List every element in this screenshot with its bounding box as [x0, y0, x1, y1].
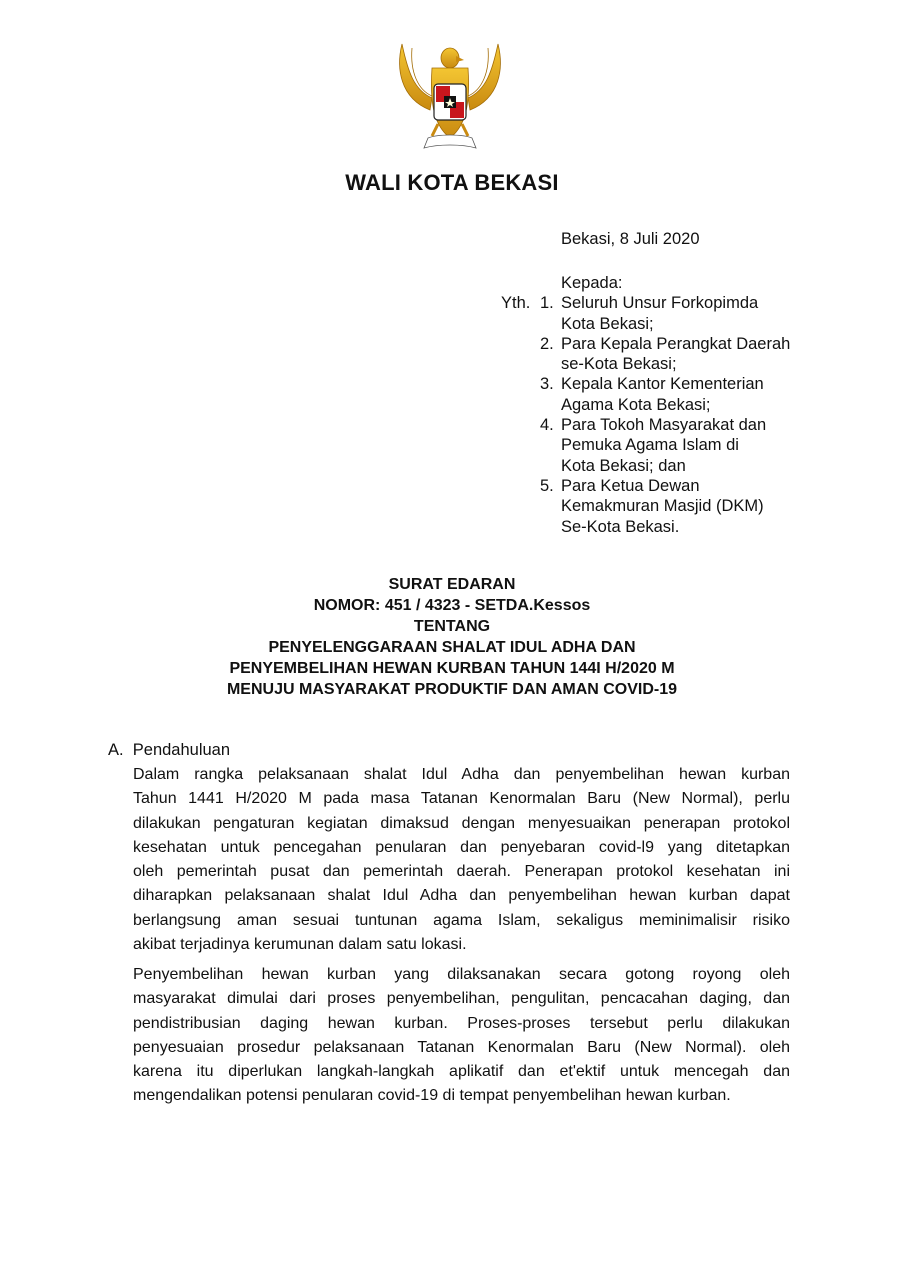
recipient-line: Kepala Kantor Kementerian: [561, 375, 764, 394]
paragraph-line: karena itu diperlukan langkah-langkah aplikatif dan et'ektif untuk mencegah dan: [133, 1063, 790, 1081]
paragraph-line: pendistribusian daging hewan kurban. Proses-proses tersebut perlu dilakukan: [133, 1014, 790, 1032]
yth-label: Yth.: [501, 294, 531, 313]
recipient-line: Se-Kota Bekasi.: [561, 517, 680, 536]
paragraph-2: [133, 963, 790, 1109]
title-line: PENYEMBELIHAN HEWAN KURBAN TAHUN 144I H/2020 M: [229, 660, 675, 677]
item-number: 3.: [540, 375, 554, 394]
item-number: 5.: [540, 476, 554, 495]
recipient-item: [501, 374, 790, 415]
recipient-line: Para Kepala Perangkat Daerah: [561, 334, 791, 353]
recipient-item: [501, 334, 790, 375]
paragraph-line: Penyembelihan hewan kurban yang dilaksanakan secara gotong royong oleh: [133, 966, 790, 983]
paragraph-line: oleh pemerintah pusat dan pemerintah daerah. Penerapan protokol kesehatan ini: [133, 863, 790, 881]
recipient-line: Pemuka Agama Islam di: [561, 436, 739, 455]
title-line: NOMOR: 451 / 4323 - SETDA.Kessos: [313, 597, 591, 614]
recipient-item: [501, 293, 790, 334]
title-line: TENTANG: [413, 618, 491, 635]
title-line: MENUJU MASYARAKAT PRODUKTIF DAN AMAN COVID-19: [226, 681, 678, 698]
recipient-line: se-Kota Bekasi;: [561, 355, 677, 374]
recipient-line: Kota Bekasi; dan: [561, 456, 686, 475]
section-a-heading: A. Pendahuluan: [108, 741, 231, 759]
item-number: 1.: [540, 294, 554, 313]
paragraph-line: diharapkan pelaksanaan shalat Idul Adha dan penyembelihan hewan kurban dapat: [133, 887, 790, 905]
paragraph-line: dilakukan pengaturan kegiatan dimaksud dengan menyesuaikan penerapan protokol: [133, 814, 790, 832]
recipient-line: Seluruh Unsur Forkopimda: [561, 294, 759, 313]
paragraph-line: mengendalikan potensi penularan covid-19 di tempat penyembelihan hewan kurban.: [133, 1087, 731, 1105]
paragraph-line: berlangsung aman sesuai tuntunan agama Islam, sekaligus meminimalisir risiko: [133, 911, 790, 929]
recipient-line: Para Ketua Dewan: [561, 476, 700, 495]
recipient-item: [501, 415, 790, 476]
garuda-emblem-logo: [392, 38, 508, 156]
recipient-line: Agama Kota Bekasi;: [561, 395, 711, 414]
paragraph-line: akibat terjadinya kerumunan dalam satu lokasi.: [133, 936, 467, 954]
issuer-heading: WALI KOTA BEKASI: [345, 170, 559, 195]
recipients-block: [501, 273, 790, 537]
paragraph-line: penyesuaian prosedur pelaksanaan Tatanan Kenormalan Baru (New Normal). oleh: [133, 1038, 790, 1056]
title-line: SURAT EDARAN: [388, 576, 516, 593]
circular-title: [0, 574, 904, 700]
paragraph-line: Dalam rangka pelaksanaan shalat Idul Adha dan penyembelihan hewan kurban: [133, 766, 790, 783]
paragraph-line: Tahun 1441 H/2020 M pada masa Tatanan Kenormalan Baru (New Normal), perlu: [133, 790, 790, 808]
recipient-line: Kota Bekasi;: [561, 314, 654, 333]
letter-date: Bekasi, 8 Juli 2020: [561, 230, 700, 248]
paragraph-1: [133, 763, 790, 957]
recipient-line: Para Tokoh Masyarakat dan: [561, 416, 767, 435]
paragraph-line: masyarakat dimulai dari proses penyembelihan, pengulitan, pencacahan daging, dan: [133, 990, 790, 1008]
title-line: PENYELENGGARAAN SHALAT IDUL ADHA DAN: [268, 639, 636, 656]
recipient-item: [501, 476, 790, 537]
kepada-label: Kepada:: [561, 274, 623, 292]
item-number: 4.: [540, 416, 554, 435]
recipient-line: Kemakmuran Masjid (DKM): [561, 497, 764, 516]
item-number: 2.: [540, 334, 554, 353]
paragraph-line: kesehatan untuk pencegahan penularan dan penyebaran covid-l9 yang ditetapkan: [133, 838, 790, 856]
